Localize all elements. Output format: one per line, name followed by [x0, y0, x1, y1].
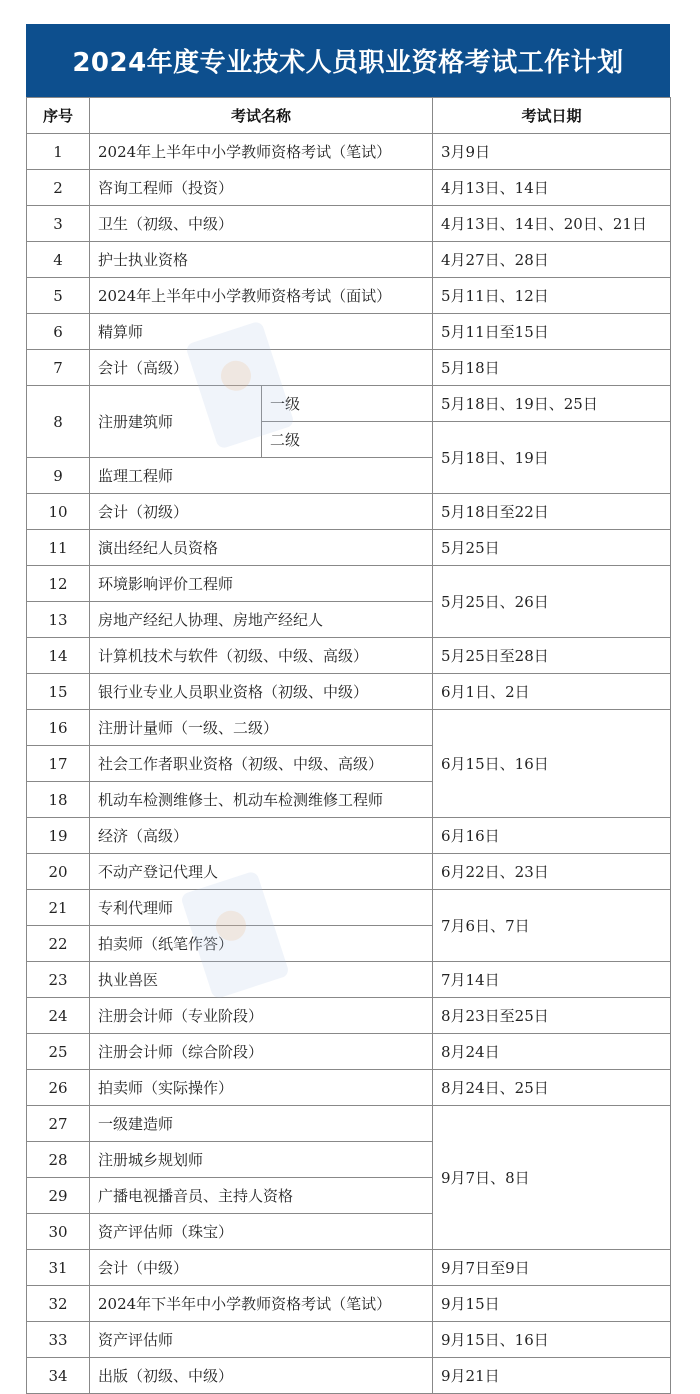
exam-date: 8月24日、25日 — [433, 1070, 671, 1106]
row-no: 13 — [27, 602, 90, 638]
exam-name: 注册计量师（一级、二级） — [90, 710, 433, 746]
exam-date: 9月15日 — [433, 1286, 671, 1322]
row-no: 27 — [27, 1106, 90, 1142]
exam-date: 6月22日、23日 — [433, 854, 671, 890]
row-no: 22 — [27, 926, 90, 962]
table-row — [27, 638, 671, 674]
row-no: 16 — [27, 710, 90, 746]
table-header-row — [27, 98, 671, 134]
exam-date: 8月24日 — [433, 1034, 671, 1070]
row-no: 32 — [27, 1286, 90, 1322]
table-row — [27, 890, 671, 926]
exam-name: 经济（高级） — [90, 818, 433, 854]
exam-name: 会计（高级） — [90, 350, 433, 386]
row-no: 25 — [27, 1034, 90, 1070]
row-no: 7 — [27, 350, 90, 386]
row-no: 8 — [27, 386, 90, 458]
exam-date: 7月6日、7日 — [433, 890, 671, 962]
exam-name: 会计（中级） — [90, 1250, 433, 1286]
exam-name: 广播电视播音员、主持人资格 — [90, 1178, 433, 1214]
exam-date: 5月25日 — [433, 530, 671, 566]
exam-name: 注册城乡规划师 — [90, 1142, 433, 1178]
exam-date: 5月18日、19日、25日 — [433, 386, 671, 422]
table-row — [27, 1034, 671, 1070]
exam-name: 出版（初级、中级） — [90, 1358, 433, 1394]
exam-name: 演出经纪人员资格 — [90, 530, 433, 566]
row-no: 34 — [27, 1358, 90, 1394]
row-no: 4 — [27, 242, 90, 278]
table-row — [27, 386, 671, 422]
exam-name: 拍卖师（实际操作） — [90, 1070, 433, 1106]
exam-name: 房地产经纪人协理、房地产经纪人 — [90, 602, 433, 638]
table-row — [27, 1358, 671, 1394]
table-row — [27, 1106, 671, 1142]
table-row — [27, 998, 671, 1034]
row-no: 15 — [27, 674, 90, 710]
exam-date: 5月18日、19日 — [433, 422, 671, 494]
exam-name: 不动产登记代理人 — [90, 854, 433, 890]
exam-date: 5月11日至15日 — [433, 314, 671, 350]
header-no: 序号 — [27, 98, 90, 134]
row-no: 3 — [27, 206, 90, 242]
exam-date: 9月7日、8日 — [433, 1106, 671, 1250]
row-no: 30 — [27, 1214, 90, 1250]
table-row — [27, 530, 671, 566]
row-no: 14 — [27, 638, 90, 674]
exam-name: 银行业专业人员职业资格（初级、中级） — [90, 674, 433, 710]
header-name: 考试名称 — [90, 98, 433, 134]
exam-date: 9月7日至9日 — [433, 1250, 671, 1286]
exam-date: 6月16日 — [433, 818, 671, 854]
header-date: 考试日期 — [433, 98, 671, 134]
exam-name: 环境影响评价工程师 — [90, 566, 433, 602]
exam-name: 监理工程师 — [90, 458, 433, 494]
table-row — [27, 206, 671, 242]
exam-name: 拍卖师（纸笔作答） — [90, 926, 433, 962]
exam-sublevel-1: 一级 — [262, 386, 433, 422]
row-no: 33 — [27, 1322, 90, 1358]
row-no: 10 — [27, 494, 90, 530]
exam-name: 2024年下半年中小学教师资格考试（笔试） — [90, 1286, 433, 1322]
exam-name: 2024年上半年中小学教师资格考试（面试） — [90, 278, 433, 314]
row-no: 19 — [27, 818, 90, 854]
exam-name: 一级建造师 — [90, 1106, 433, 1142]
exam-date: 7月14日 — [433, 962, 671, 998]
exam-date: 6月1日、2日 — [433, 674, 671, 710]
table-row — [27, 962, 671, 998]
exam-name: 咨询工程师（投资） — [90, 170, 433, 206]
table-row — [27, 350, 671, 386]
exam-name: 机动车检测维修士、机动车检测维修工程师 — [90, 782, 433, 818]
table-row — [27, 1286, 671, 1322]
exam-name: 注册会计师（专业阶段） — [90, 998, 433, 1034]
row-no: 17 — [27, 746, 90, 782]
row-no: 2 — [27, 170, 90, 206]
exam-date: 3月9日 — [433, 134, 671, 170]
exam-date: 5月18日 — [433, 350, 671, 386]
page-title: 2024年度专业技术人员职业资格考试工作计划 — [72, 48, 624, 78]
exam-date: 5月25日、26日 — [433, 566, 671, 638]
exam-name: 注册建筑师 — [90, 386, 262, 458]
exam-name: 注册会计师（综合阶段） — [90, 1034, 433, 1070]
exam-name: 精算师 — [90, 314, 433, 350]
row-no: 20 — [27, 854, 90, 890]
exam-date: 9月21日 — [433, 1358, 671, 1394]
row-no: 11 — [27, 530, 90, 566]
table-row — [27, 314, 671, 350]
table-row — [27, 1070, 671, 1106]
exam-date: 4月27日、28日 — [433, 242, 671, 278]
table-row — [27, 566, 671, 602]
exam-name: 2024年上半年中小学教师资格考试（笔试） — [90, 134, 433, 170]
table-row — [27, 242, 671, 278]
exam-sublevel-2: 二级 — [262, 422, 433, 458]
exam-name: 会计（初级） — [90, 494, 433, 530]
row-no: 26 — [27, 1070, 90, 1106]
row-no: 28 — [27, 1142, 90, 1178]
table-row — [27, 1322, 671, 1358]
exam-name: 社会工作者职业资格（初级、中级、高级） — [90, 746, 433, 782]
exam-name: 执业兽医 — [90, 962, 433, 998]
table-row — [27, 818, 671, 854]
table-row — [27, 278, 671, 314]
table-row — [27, 170, 671, 206]
exam-schedule-table — [26, 97, 671, 1394]
exam-date: 5月18日至22日 — [433, 494, 671, 530]
table-row — [27, 854, 671, 890]
exam-name: 资产评估师（珠宝） — [90, 1214, 433, 1250]
row-no: 18 — [27, 782, 90, 818]
table-row — [27, 494, 671, 530]
row-no: 23 — [27, 962, 90, 998]
row-no: 29 — [27, 1178, 90, 1214]
table-row — [27, 710, 671, 746]
table-row — [27, 134, 671, 170]
row-no: 6 — [27, 314, 90, 350]
row-no: 12 — [27, 566, 90, 602]
row-no: 9 — [27, 458, 90, 494]
exam-name: 专利代理师 — [90, 890, 433, 926]
exam-name: 护士执业资格 — [90, 242, 433, 278]
row-no: 21 — [27, 890, 90, 926]
row-no: 31 — [27, 1250, 90, 1286]
exam-date: 9月15日、16日 — [433, 1322, 671, 1358]
row-no: 5 — [27, 278, 90, 314]
exam-date: 5月25日至28日 — [433, 638, 671, 674]
table-row — [27, 674, 671, 710]
exam-name: 卫生（初级、中级） — [90, 206, 433, 242]
exam-date: 4月13日、14日 — [433, 170, 671, 206]
exam-date: 6月15日、16日 — [433, 710, 671, 818]
table-row — [27, 1250, 671, 1286]
exam-name: 计算机技术与软件（初级、中级、高级） — [90, 638, 433, 674]
exam-date: 5月11日、12日 — [433, 278, 671, 314]
title-banner — [26, 24, 670, 97]
row-no: 1 — [27, 134, 90, 170]
row-no: 24 — [27, 998, 90, 1034]
exam-date: 4月13日、14日、20日、21日 — [433, 206, 671, 242]
exam-date: 8月23日至25日 — [433, 998, 671, 1034]
exam-name: 资产评估师 — [90, 1322, 433, 1358]
